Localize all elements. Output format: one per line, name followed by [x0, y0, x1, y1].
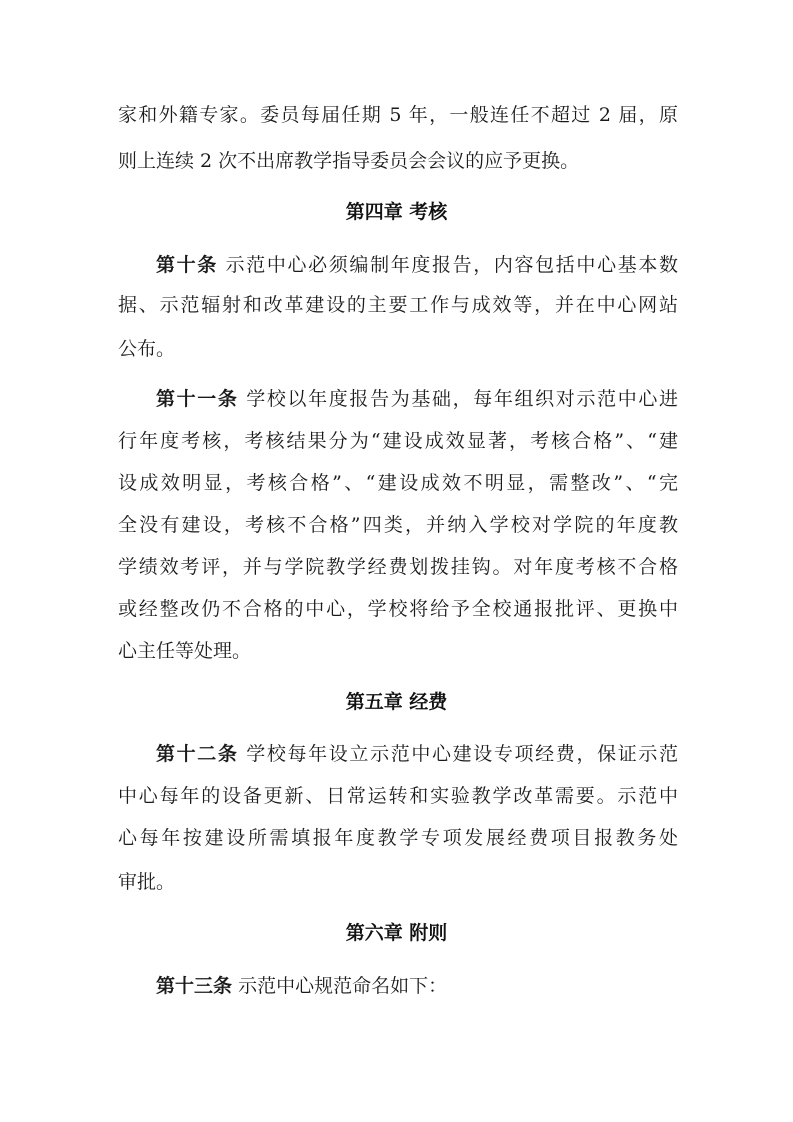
article-text: 学校以年度报告为基础，每年组织对示范中心进: [246, 388, 678, 410]
paragraph-line: [118, 256, 678, 275]
paragraph-line: 行年度考核，考核结果分为“建设成效显著，考核合格”、“建: [118, 430, 678, 452]
paragraph-line: 设成效明显，考核合格”、“建设成效不明显，需整改”、“完: [118, 472, 678, 494]
chapter-heading: 第四章 考核: [345, 201, 448, 223]
article-label: 第十条: [156, 254, 218, 276]
paragraph-line: 公布。: [118, 338, 176, 360]
paragraph-line: 或经整改仍不合格的中心，学校将给予全校通报批评、更换中: [118, 598, 678, 620]
paragraph-line: 心主任等处理。: [118, 640, 252, 662]
article-label: 第十三条: [156, 975, 233, 997]
paragraph-line: 家和外籍专家。委员每届任期 5 年，一般连任不超过 2 届，原: [118, 104, 678, 126]
article-text: 学校每年设立示范中心建设专项经费，保证示范: [246, 743, 678, 765]
paragraph-line: 则上连续 2 次不出席教学指导委员会会议的应予更换。: [118, 150, 580, 172]
article-text: 示范中心必须编制年度报告，内容包括中心基本数: [225, 254, 678, 276]
paragraph-line: 学绩效考评，并与学院教学经费划拨挂钩。对年度考核不合格: [118, 556, 678, 578]
article-label: 第十二条: [156, 743, 239, 765]
paragraph-line: 心每年按建设所需填报年度教学专项发展经费项目报教务处: [118, 827, 678, 849]
chapter-heading: 第六章 附则: [345, 922, 448, 944]
paragraph-line: 全没有建设，考核不合格”四类，并纳入学校对学院的年度教: [118, 514, 678, 536]
paragraph-line: 据、示范辐射和改革建设的主要工作与成效等，并在中心网站: [118, 294, 678, 316]
article-text: 示范中心规范命名如下：: [238, 975, 448, 997]
paragraph-line: 中心每年的设备更新、日常运转和实验教学改革需要。示范中: [118, 785, 678, 807]
paragraph-line: [118, 977, 447, 996]
chapter-heading: 第五章 经费: [345, 691, 448, 713]
paragraph-line: [118, 745, 678, 764]
article-label: 第十一条: [156, 388, 239, 410]
paragraph-line: [118, 390, 678, 409]
paragraph-line: 审批。: [118, 871, 176, 893]
